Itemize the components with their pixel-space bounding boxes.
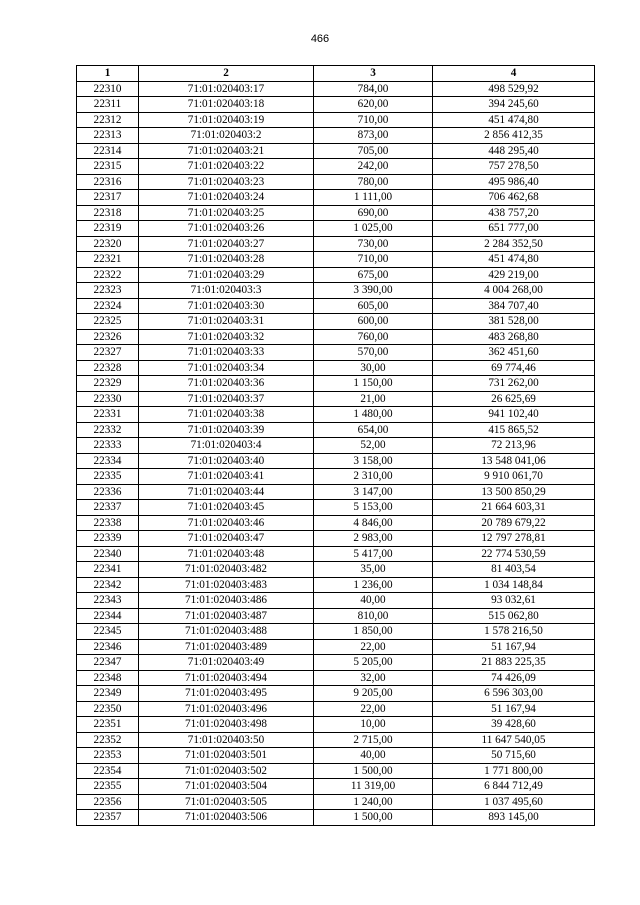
table-row: [77, 190, 595, 206]
area-cell: 2 983,00: [314, 531, 433, 547]
row-number-cell: 22332: [77, 422, 139, 438]
value-cell: 1 037 495,60: [433, 794, 595, 810]
row-number-cell: 22321: [77, 252, 139, 268]
row-number-cell: 22352: [77, 732, 139, 748]
area-cell: 1 500,00: [314, 763, 433, 779]
cadastral-number-cell: 71:01:020403:487: [139, 608, 314, 624]
row-number-cell: 22327: [77, 345, 139, 361]
row-number-cell: 22339: [77, 531, 139, 547]
area-cell: 1 025,00: [314, 221, 433, 237]
area-cell: 730,00: [314, 236, 433, 252]
value-cell: 2 856 412,35: [433, 128, 595, 144]
value-cell: 74 426,09: [433, 670, 595, 686]
cadastral-number-cell: 71:01:020403:502: [139, 763, 314, 779]
row-number-cell: 22333: [77, 438, 139, 454]
row-number-cell: 22326: [77, 329, 139, 345]
table-row: [77, 329, 595, 345]
value-cell: 6 844 712,49: [433, 779, 595, 795]
row-number-cell: 22331: [77, 407, 139, 423]
area-cell: 1 111,00: [314, 190, 433, 206]
area-cell: 3 390,00: [314, 283, 433, 299]
row-number-cell: 22319: [77, 221, 139, 237]
cadastral-number-cell: 71:01:020403:48: [139, 546, 314, 562]
area-cell: 35,00: [314, 562, 433, 578]
area-cell: 9 205,00: [314, 686, 433, 702]
area-cell: 5 417,00: [314, 546, 433, 562]
table-row: [77, 562, 595, 578]
cadastral-number-cell: 71:01:020403:37: [139, 391, 314, 407]
table-body: [77, 81, 595, 825]
value-cell: 451 474,80: [433, 112, 595, 128]
area-cell: 710,00: [314, 252, 433, 268]
cadastral-number-cell: 71:01:020403:31: [139, 314, 314, 330]
cadastral-number-cell: 71:01:020403:486: [139, 593, 314, 609]
area-cell: 760,00: [314, 329, 433, 345]
value-cell: 438 757,20: [433, 205, 595, 221]
cadastral-number-cell: 71:01:020403:17: [139, 81, 314, 97]
area-cell: 1 240,00: [314, 794, 433, 810]
cadastral-number-cell: 71:01:020403:505: [139, 794, 314, 810]
value-cell: 93 032,61: [433, 593, 595, 609]
table-row: [77, 732, 595, 748]
cadastral-number-cell: 71:01:020403:2: [139, 128, 314, 144]
cadastral-number-cell: 71:01:020403:23: [139, 174, 314, 190]
cadastral-number-cell: 71:01:020403:495: [139, 686, 314, 702]
cadastral-number-cell: 71:01:020403:19: [139, 112, 314, 128]
cadastral-number-cell: 71:01:020403:506: [139, 810, 314, 826]
row-number-cell: 22311: [77, 97, 139, 113]
column-header-1: 1: [77, 66, 139, 82]
row-number-cell: 22320: [77, 236, 139, 252]
value-cell: 706 462,68: [433, 190, 595, 206]
value-cell: 429 219,00: [433, 267, 595, 283]
value-cell: 515 062,80: [433, 608, 595, 624]
table-row: [77, 701, 595, 717]
area-cell: 784,00: [314, 81, 433, 97]
value-cell: 13 548 041,06: [433, 453, 595, 469]
cadastral-number-cell: 71:01:020403:40: [139, 453, 314, 469]
area-cell: 11 319,00: [314, 779, 433, 795]
cadastral-number-cell: 71:01:020403:25: [139, 205, 314, 221]
value-cell: 51 167,94: [433, 701, 595, 717]
area-cell: 690,00: [314, 205, 433, 221]
table-row: [77, 484, 595, 500]
value-cell: 1 771 800,00: [433, 763, 595, 779]
value-cell: 22 774 530,59: [433, 546, 595, 562]
cadastral-number-cell: 71:01:020403:44: [139, 484, 314, 500]
area-cell: 40,00: [314, 593, 433, 609]
table-row: [77, 608, 595, 624]
cadastral-number-cell: 71:01:020403:29: [139, 267, 314, 283]
table-row: [77, 639, 595, 655]
value-cell: 21 883 225,35: [433, 655, 595, 671]
table-row: [77, 686, 595, 702]
table-row: [77, 422, 595, 438]
cadastral-number-cell: 71:01:020403:38: [139, 407, 314, 423]
cadastral-number-cell: 71:01:020403:483: [139, 577, 314, 593]
row-number-cell: 22313: [77, 128, 139, 144]
area-cell: 30,00: [314, 360, 433, 376]
area-cell: 22,00: [314, 639, 433, 655]
value-cell: 1 578 216,50: [433, 624, 595, 640]
cadastral-number-cell: 71:01:020403:39: [139, 422, 314, 438]
cadastral-number-cell: 71:01:020403:34: [139, 360, 314, 376]
cadastral-number-cell: 71:01:020403:50: [139, 732, 314, 748]
row-number-cell: 22328: [77, 360, 139, 376]
value-cell: 495 986,40: [433, 174, 595, 190]
row-number-cell: 22343: [77, 593, 139, 609]
value-cell: 72 213,96: [433, 438, 595, 454]
row-number-cell: 22351: [77, 717, 139, 733]
area-cell: 5 205,00: [314, 655, 433, 671]
table-row: [77, 360, 595, 376]
row-number-cell: 22355: [77, 779, 139, 795]
value-cell: 21 664 603,31: [433, 500, 595, 516]
value-cell: 50 715,60: [433, 748, 595, 764]
table-row: [77, 577, 595, 593]
area-cell: 570,00: [314, 345, 433, 361]
table-row: [77, 779, 595, 795]
value-cell: 498 529,92: [433, 81, 595, 97]
row-number-cell: 22317: [77, 190, 139, 206]
table-row: [77, 221, 595, 237]
area-cell: 2 310,00: [314, 469, 433, 485]
area-cell: 40,00: [314, 748, 433, 764]
value-cell: 39 428,60: [433, 717, 595, 733]
area-cell: 3 158,00: [314, 453, 433, 469]
column-header-3: 3: [314, 66, 433, 82]
row-number-cell: 22356: [77, 794, 139, 810]
page-number: 466: [310, 33, 330, 45]
table-row: [77, 314, 595, 330]
table-row: [77, 453, 595, 469]
value-cell: 20 789 679,22: [433, 515, 595, 531]
row-number-cell: 22357: [77, 810, 139, 826]
table-row: [77, 546, 595, 562]
cadastral-number-cell: 71:01:020403:22: [139, 159, 314, 175]
cadastral-number-cell: 71:01:020403:501: [139, 748, 314, 764]
cadastral-number-cell: 71:01:020403:32: [139, 329, 314, 345]
row-number-cell: 22338: [77, 515, 139, 531]
row-number-cell: 22349: [77, 686, 139, 702]
table-row: [77, 205, 595, 221]
value-cell: 384 707,40: [433, 298, 595, 314]
table-row: [77, 283, 595, 299]
table-row: [77, 748, 595, 764]
cadastral-number-cell: 71:01:020403:49: [139, 655, 314, 671]
area-cell: 1 850,00: [314, 624, 433, 640]
cadastral-number-cell: 71:01:020403:21: [139, 143, 314, 159]
area-cell: 1 236,00: [314, 577, 433, 593]
value-cell: 6 596 303,00: [433, 686, 595, 702]
area-cell: 620,00: [314, 97, 433, 113]
value-cell: 651 777,00: [433, 221, 595, 237]
value-cell: 941 102,40: [433, 407, 595, 423]
row-number-cell: 22318: [77, 205, 139, 221]
area-cell: 1 150,00: [314, 376, 433, 392]
table-row: [77, 236, 595, 252]
value-cell: 2 284 352,50: [433, 236, 595, 252]
table-row: [77, 81, 595, 97]
cadastral-number-cell: 71:01:020403:488: [139, 624, 314, 640]
area-cell: 52,00: [314, 438, 433, 454]
cadastral-number-cell: 71:01:020403:28: [139, 252, 314, 268]
row-number-cell: 22347: [77, 655, 139, 671]
row-number-cell: 22341: [77, 562, 139, 578]
area-cell: 810,00: [314, 608, 433, 624]
row-number-cell: 22315: [77, 159, 139, 175]
value-cell: 415 865,52: [433, 422, 595, 438]
row-number-cell: 22346: [77, 639, 139, 655]
row-number-cell: 22334: [77, 453, 139, 469]
value-cell: 81 403,54: [433, 562, 595, 578]
table-row: [77, 531, 595, 547]
cadastral-number-cell: 71:01:020403:24: [139, 190, 314, 206]
value-cell: 394 245,60: [433, 97, 595, 113]
value-cell: 51 167,94: [433, 639, 595, 655]
table-row: [77, 128, 595, 144]
table-row: [77, 143, 595, 159]
row-number-cell: 22316: [77, 174, 139, 190]
column-header-4: 4: [433, 66, 595, 82]
row-number-cell: 22336: [77, 484, 139, 500]
table-row: [77, 267, 595, 283]
area-cell: 21,00: [314, 391, 433, 407]
row-number-cell: 22323: [77, 283, 139, 299]
cadastral-number-cell: 71:01:020403:36: [139, 376, 314, 392]
cadastral-number-cell: 71:01:020403:18: [139, 97, 314, 113]
cadastral-number-cell: 71:01:020403:496: [139, 701, 314, 717]
table-row: [77, 376, 595, 392]
cadastral-number-cell: 71:01:020403:3: [139, 283, 314, 299]
area-cell: 32,00: [314, 670, 433, 686]
table-row: [77, 252, 595, 268]
value-cell: 1 034 148,84: [433, 577, 595, 593]
table-row: [77, 159, 595, 175]
table-row: [77, 624, 595, 640]
table-row: [77, 97, 595, 113]
data-table: [76, 65, 595, 826]
row-number-cell: 22322: [77, 267, 139, 283]
value-cell: 12 797 278,81: [433, 531, 595, 547]
area-cell: 1 500,00: [314, 810, 433, 826]
area-cell: 1 480,00: [314, 407, 433, 423]
cadastral-number-cell: 71:01:020403:489: [139, 639, 314, 655]
area-cell: 780,00: [314, 174, 433, 190]
table-row: [77, 345, 595, 361]
row-number-cell: 22325: [77, 314, 139, 330]
value-cell: 13 500 850,29: [433, 484, 595, 500]
row-number-cell: 22335: [77, 469, 139, 485]
area-cell: 705,00: [314, 143, 433, 159]
value-cell: 381 528,00: [433, 314, 595, 330]
cadastral-number-cell: 71:01:020403:482: [139, 562, 314, 578]
value-cell: 69 774,46: [433, 360, 595, 376]
table-row: [77, 763, 595, 779]
cadastral-number-cell: 71:01:020403:504: [139, 779, 314, 795]
table-row: [77, 655, 595, 671]
cadastral-number-cell: 71:01:020403:46: [139, 515, 314, 531]
row-number-cell: 22312: [77, 112, 139, 128]
cadastral-number-cell: 71:01:020403:47: [139, 531, 314, 547]
area-cell: 710,00: [314, 112, 433, 128]
row-number-cell: 22330: [77, 391, 139, 407]
value-cell: 893 145,00: [433, 810, 595, 826]
area-cell: 242,00: [314, 159, 433, 175]
value-cell: 362 451,60: [433, 345, 595, 361]
row-number-cell: 22354: [77, 763, 139, 779]
area-cell: 654,00: [314, 422, 433, 438]
row-number-cell: 22344: [77, 608, 139, 624]
value-cell: 11 647 540,05: [433, 732, 595, 748]
row-number-cell: 22342: [77, 577, 139, 593]
table-row: [77, 112, 595, 128]
table-row: [77, 515, 595, 531]
cadastral-number-cell: 71:01:020403:494: [139, 670, 314, 686]
table-row: [77, 810, 595, 826]
value-cell: 448 295,40: [433, 143, 595, 159]
row-number-cell: 22324: [77, 298, 139, 314]
table-row: [77, 500, 595, 516]
table-row: [77, 174, 595, 190]
row-number-cell: 22329: [77, 376, 139, 392]
table-row: [77, 298, 595, 314]
row-number-cell: 22350: [77, 701, 139, 717]
cadastral-number-cell: 71:01:020403:45: [139, 500, 314, 516]
cadastral-number-cell: 71:01:020403:4: [139, 438, 314, 454]
row-number-cell: 22314: [77, 143, 139, 159]
area-cell: 22,00: [314, 701, 433, 717]
area-cell: 600,00: [314, 314, 433, 330]
cadastral-number-cell: 71:01:020403:498: [139, 717, 314, 733]
value-cell: 757 278,50: [433, 159, 595, 175]
cadastral-number-cell: 71:01:020403:27: [139, 236, 314, 252]
cadastral-number-cell: 71:01:020403:33: [139, 345, 314, 361]
area-cell: 3 147,00: [314, 484, 433, 500]
row-number-cell: 22348: [77, 670, 139, 686]
area-cell: 2 715,00: [314, 732, 433, 748]
area-cell: 5 153,00: [314, 500, 433, 516]
column-header-2: 2: [139, 66, 314, 82]
table-row: [77, 593, 595, 609]
value-cell: 4 004 268,00: [433, 283, 595, 299]
row-number-cell: 22345: [77, 624, 139, 640]
area-cell: 675,00: [314, 267, 433, 283]
table-row: [77, 717, 595, 733]
row-number-cell: 22310: [77, 81, 139, 97]
cadastral-number-cell: 71:01:020403:41: [139, 469, 314, 485]
row-number-cell: 22337: [77, 500, 139, 516]
value-cell: 9 910 061,70: [433, 469, 595, 485]
value-cell: 731 262,00: [433, 376, 595, 392]
row-number-cell: 22340: [77, 546, 139, 562]
area-cell: 605,00: [314, 298, 433, 314]
cadastral-number-cell: 71:01:020403:26: [139, 221, 314, 237]
table-row: [77, 670, 595, 686]
row-number-cell: 22353: [77, 748, 139, 764]
table-row: [77, 469, 595, 485]
area-cell: 10,00: [314, 717, 433, 733]
table-row: [77, 438, 595, 454]
area-cell: 873,00: [314, 128, 433, 144]
table-row: [77, 407, 595, 423]
value-cell: 483 268,80: [433, 329, 595, 345]
value-cell: 451 474,80: [433, 252, 595, 268]
area-cell: 4 846,00: [314, 515, 433, 531]
table-header-row: [77, 66, 595, 82]
table-row: [77, 794, 595, 810]
cadastral-number-cell: 71:01:020403:30: [139, 298, 314, 314]
table-row: [77, 391, 595, 407]
value-cell: 26 625,69: [433, 391, 595, 407]
